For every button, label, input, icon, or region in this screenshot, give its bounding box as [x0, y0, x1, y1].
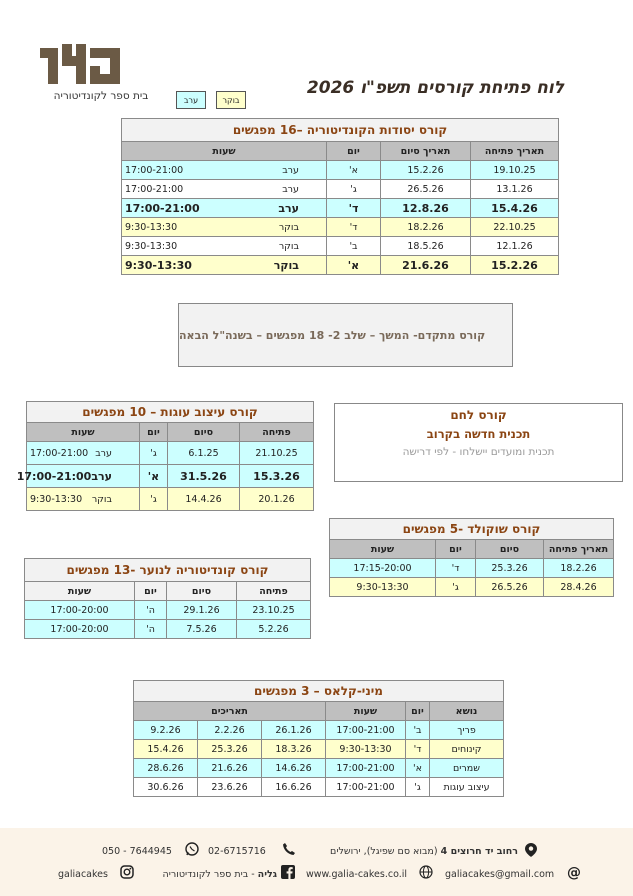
mini-class-table	[133, 680, 504, 797]
facebook-name[interactable]	[145, 869, 277, 880]
advanced-course-box	[178, 303, 513, 367]
legend-morning: בוקר	[216, 91, 246, 109]
instagram-icon	[120, 865, 134, 879]
address	[304, 846, 518, 857]
end-date: 18.5.26	[381, 237, 471, 256]
col-header-end: תאריך סיום	[381, 142, 471, 161]
table-row	[122, 161, 559, 180]
facebook-name-rest: - בית ספר לקונדיטוריה	[162, 869, 258, 880]
day: ד'	[327, 218, 381, 237]
col-header-day: יום	[436, 540, 476, 559]
open-date: 15.3.26	[240, 465, 314, 488]
hours: 17:00-21:00	[326, 778, 406, 797]
col-header-hours: שעות	[326, 702, 406, 721]
foundation-caption: קורס יסודות הקונדיטוריה –16 מפגשים	[122, 119, 559, 142]
hours: 17:00-21:00	[30, 447, 89, 459]
day: א'	[406, 759, 430, 778]
col-header-topic: נושא	[430, 702, 504, 721]
open-date: 23.10.25	[237, 601, 311, 620]
col-header-day: יום	[406, 702, 430, 721]
hours: 17:00-21:00	[16, 469, 92, 483]
col-header-day: יום	[140, 423, 168, 442]
topic: שמרים	[430, 759, 504, 778]
day: ד'	[406, 740, 430, 759]
end-date: 7.5.26	[167, 620, 237, 639]
hours: 9:30-13:30	[30, 493, 83, 505]
day: ד'	[436, 559, 476, 578]
table-row	[122, 218, 559, 237]
hours: 17:00-21:00	[125, 201, 200, 215]
table-row	[134, 759, 504, 778]
table-row	[122, 180, 559, 199]
col-header-end: סיום	[168, 423, 240, 442]
topic: עיצוב עוגות	[430, 778, 504, 797]
phone-landline[interactable]: 02-6715716	[208, 846, 266, 857]
col-header-open: פתיחה	[240, 423, 314, 442]
col-header-open: תאריך פתיחה	[471, 142, 559, 161]
hours-cell	[27, 442, 140, 465]
foundation-course-table	[121, 118, 559, 275]
date-1: 14.6.26	[262, 759, 326, 778]
day: ד'	[327, 199, 381, 218]
table-row	[27, 442, 314, 465]
day: ב'	[406, 721, 430, 740]
chocolate-caption: קורס שוקולד -5 מפגשים	[330, 519, 614, 540]
table-row	[330, 578, 614, 597]
whatsapp-icon	[185, 842, 199, 856]
open-date: 13.1.26	[471, 180, 559, 199]
hours-cell	[122, 256, 327, 275]
table-row	[134, 721, 504, 740]
col-header-end: סיום	[476, 540, 544, 559]
open-date: 20.1.26	[240, 488, 314, 511]
legend-evening: ערב	[176, 91, 206, 109]
hours: 17:00-21:00	[125, 164, 184, 176]
col-header-hours: שעות	[122, 142, 327, 161]
col-header-day: יום	[135, 582, 167, 601]
website[interactable]: www.galia-cakes.co.il	[306, 869, 408, 880]
cake-design-caption: קורס עיצוב עוגות – 10 מפגשים	[27, 402, 314, 423]
period: ערב	[95, 447, 112, 459]
end-date: 12.8.26	[381, 199, 471, 218]
chocolate-course-table	[329, 518, 614, 597]
col-header-open: תאריך פתיחה	[544, 540, 614, 559]
page-title: לוח פתיחת קורסים תשפ"ו 2026	[306, 78, 564, 98]
hours: 9:30-13:30	[330, 578, 436, 597]
col-header-hours: שעות	[27, 423, 140, 442]
hours: 17:00-20:00	[25, 620, 135, 639]
hours-cell	[122, 199, 327, 218]
end-date: 18.2.26	[381, 218, 471, 237]
end-date: 14.4.26	[168, 488, 240, 511]
phone-icon	[282, 842, 296, 856]
end-date: 15.2.26	[381, 161, 471, 180]
hours: 17:00-21:00	[125, 183, 184, 195]
hours: 9:30-13:30	[326, 740, 406, 759]
period: בוקר	[278, 240, 299, 252]
advanced-course-text: קורס מתקדם- המשך – שלב 2- 18 מפגשים – בשנה"ל הבאה	[179, 328, 486, 342]
open-date: 18.2.26	[544, 559, 614, 578]
hours-cell	[122, 237, 327, 256]
day: א'	[327, 161, 381, 180]
end-date: 25.3.26	[476, 559, 544, 578]
logo-subtitle: בית ספר לקונדיטוריה	[53, 90, 149, 102]
cake-design-course-table	[16, 401, 314, 511]
phone-mobile[interactable]: 050 - 7644945	[102, 846, 172, 857]
col-header-dates: תאריכים	[134, 702, 326, 721]
table-row	[25, 601, 311, 620]
date-2: 21.6.26	[198, 759, 262, 778]
open-date: 5.2.26	[237, 620, 311, 639]
hours-cell	[122, 161, 327, 180]
hours-cell	[16, 465, 140, 488]
period: ערב	[91, 469, 112, 483]
instagram-handle[interactable]: galiacakes	[58, 869, 108, 880]
day: א'	[327, 256, 381, 275]
email[interactable]: galiacakes@gmail.com	[445, 869, 555, 880]
location-pin-icon	[524, 843, 538, 857]
date-3: 30.6.26	[134, 778, 198, 797]
facebook-name-bold: גליה	[257, 869, 277, 880]
col-header-open: פתיחה	[237, 582, 311, 601]
end-date: 26.5.26	[476, 578, 544, 597]
day: ג'	[140, 488, 168, 511]
date-1: 18.3.26	[262, 740, 326, 759]
topic: קינוחים	[430, 740, 504, 759]
globe-icon	[419, 865, 433, 879]
mini-class-caption: מיני-קלאס – 3 מפגשים	[134, 681, 504, 702]
hours-cell	[27, 488, 140, 511]
bread-subtitle: תכנית חדשה בקרוב	[426, 427, 531, 441]
period: ערב	[278, 201, 299, 215]
col-header-hours: שעות	[330, 540, 436, 559]
date-3: 9.2.26	[134, 721, 198, 740]
day: א'	[140, 465, 168, 488]
end-date: 21.6.26	[381, 256, 471, 275]
period: בוקר	[278, 221, 299, 233]
col-header-day: יום	[327, 142, 381, 161]
table-row	[122, 199, 559, 218]
hours: 9:30-13:30	[125, 240, 178, 252]
date-3: 15.4.26	[134, 740, 198, 759]
address-street: רחוב יד חרוצים 4	[440, 846, 518, 857]
hours: 17:00-21:00	[326, 759, 406, 778]
date-1: 16.6.26	[262, 778, 326, 797]
footer	[0, 828, 633, 896]
hours-cell	[122, 218, 327, 237]
day: ב'	[327, 237, 381, 256]
at-icon: @	[567, 865, 581, 881]
open-date: 12.1.26	[471, 237, 559, 256]
youth-caption: קורס קונדיטוריה לנוער -13 מפגשים	[25, 559, 311, 582]
day: ג'	[327, 180, 381, 199]
address-city: (מבוא סם שפיגל), ירושלים	[330, 846, 438, 857]
period: ערב	[282, 164, 299, 176]
bread-course-box	[334, 403, 623, 482]
hours: 17:00-20:00	[25, 601, 135, 620]
table-row	[134, 740, 504, 759]
topic: פריך	[430, 721, 504, 740]
end-date: 26.5.26	[381, 180, 471, 199]
foundation-rows	[122, 161, 559, 275]
hours: 17:15-20:00	[330, 559, 436, 578]
youth-course-table	[24, 558, 311, 639]
open-date: 19.10.25	[471, 161, 559, 180]
table-row	[27, 465, 314, 488]
day: ה'	[135, 601, 167, 620]
hours: 9:30-13:30	[125, 221, 178, 233]
table-row	[134, 778, 504, 797]
period: בוקר	[91, 493, 112, 505]
day: ג'	[140, 442, 168, 465]
open-date: 22.10.25	[471, 218, 559, 237]
table-row	[25, 620, 311, 639]
open-date: 28.4.26	[544, 578, 614, 597]
period: בוקר	[273, 258, 299, 272]
col-header-end: סיום	[167, 582, 237, 601]
open-date: 15.4.26	[471, 199, 559, 218]
open-date: 15.2.26	[471, 256, 559, 275]
date-2: 2.2.26	[198, 721, 262, 740]
day: ג'	[436, 578, 476, 597]
date-2: 23.6.26	[198, 778, 262, 797]
end-date: 31.5.26	[168, 465, 240, 488]
end-date: 6.1.25	[168, 442, 240, 465]
bread-note: תכנית ומועדים יישלחו - לפי דרישה	[402, 446, 555, 458]
hours: 9:30-13:30	[125, 258, 192, 272]
date-3: 28.6.26	[134, 759, 198, 778]
day: ה'	[135, 620, 167, 639]
date-1: 26.1.26	[262, 721, 326, 740]
galia-logo	[38, 38, 124, 88]
hours: 17:00-21:00	[326, 721, 406, 740]
table-row	[330, 559, 614, 578]
date-2: 25.3.26	[198, 740, 262, 759]
table-row	[122, 256, 559, 275]
table-row	[122, 237, 559, 256]
open-date: 21.10.25	[240, 442, 314, 465]
table-row	[27, 488, 314, 511]
col-header-hours: שעות	[25, 582, 135, 601]
period: ערב	[282, 183, 299, 195]
hours-cell	[122, 180, 327, 199]
end-date: 29.1.26	[167, 601, 237, 620]
bread-title: קורס לחם	[450, 408, 507, 422]
day: ג'	[406, 778, 430, 797]
facebook-icon	[281, 865, 295, 879]
